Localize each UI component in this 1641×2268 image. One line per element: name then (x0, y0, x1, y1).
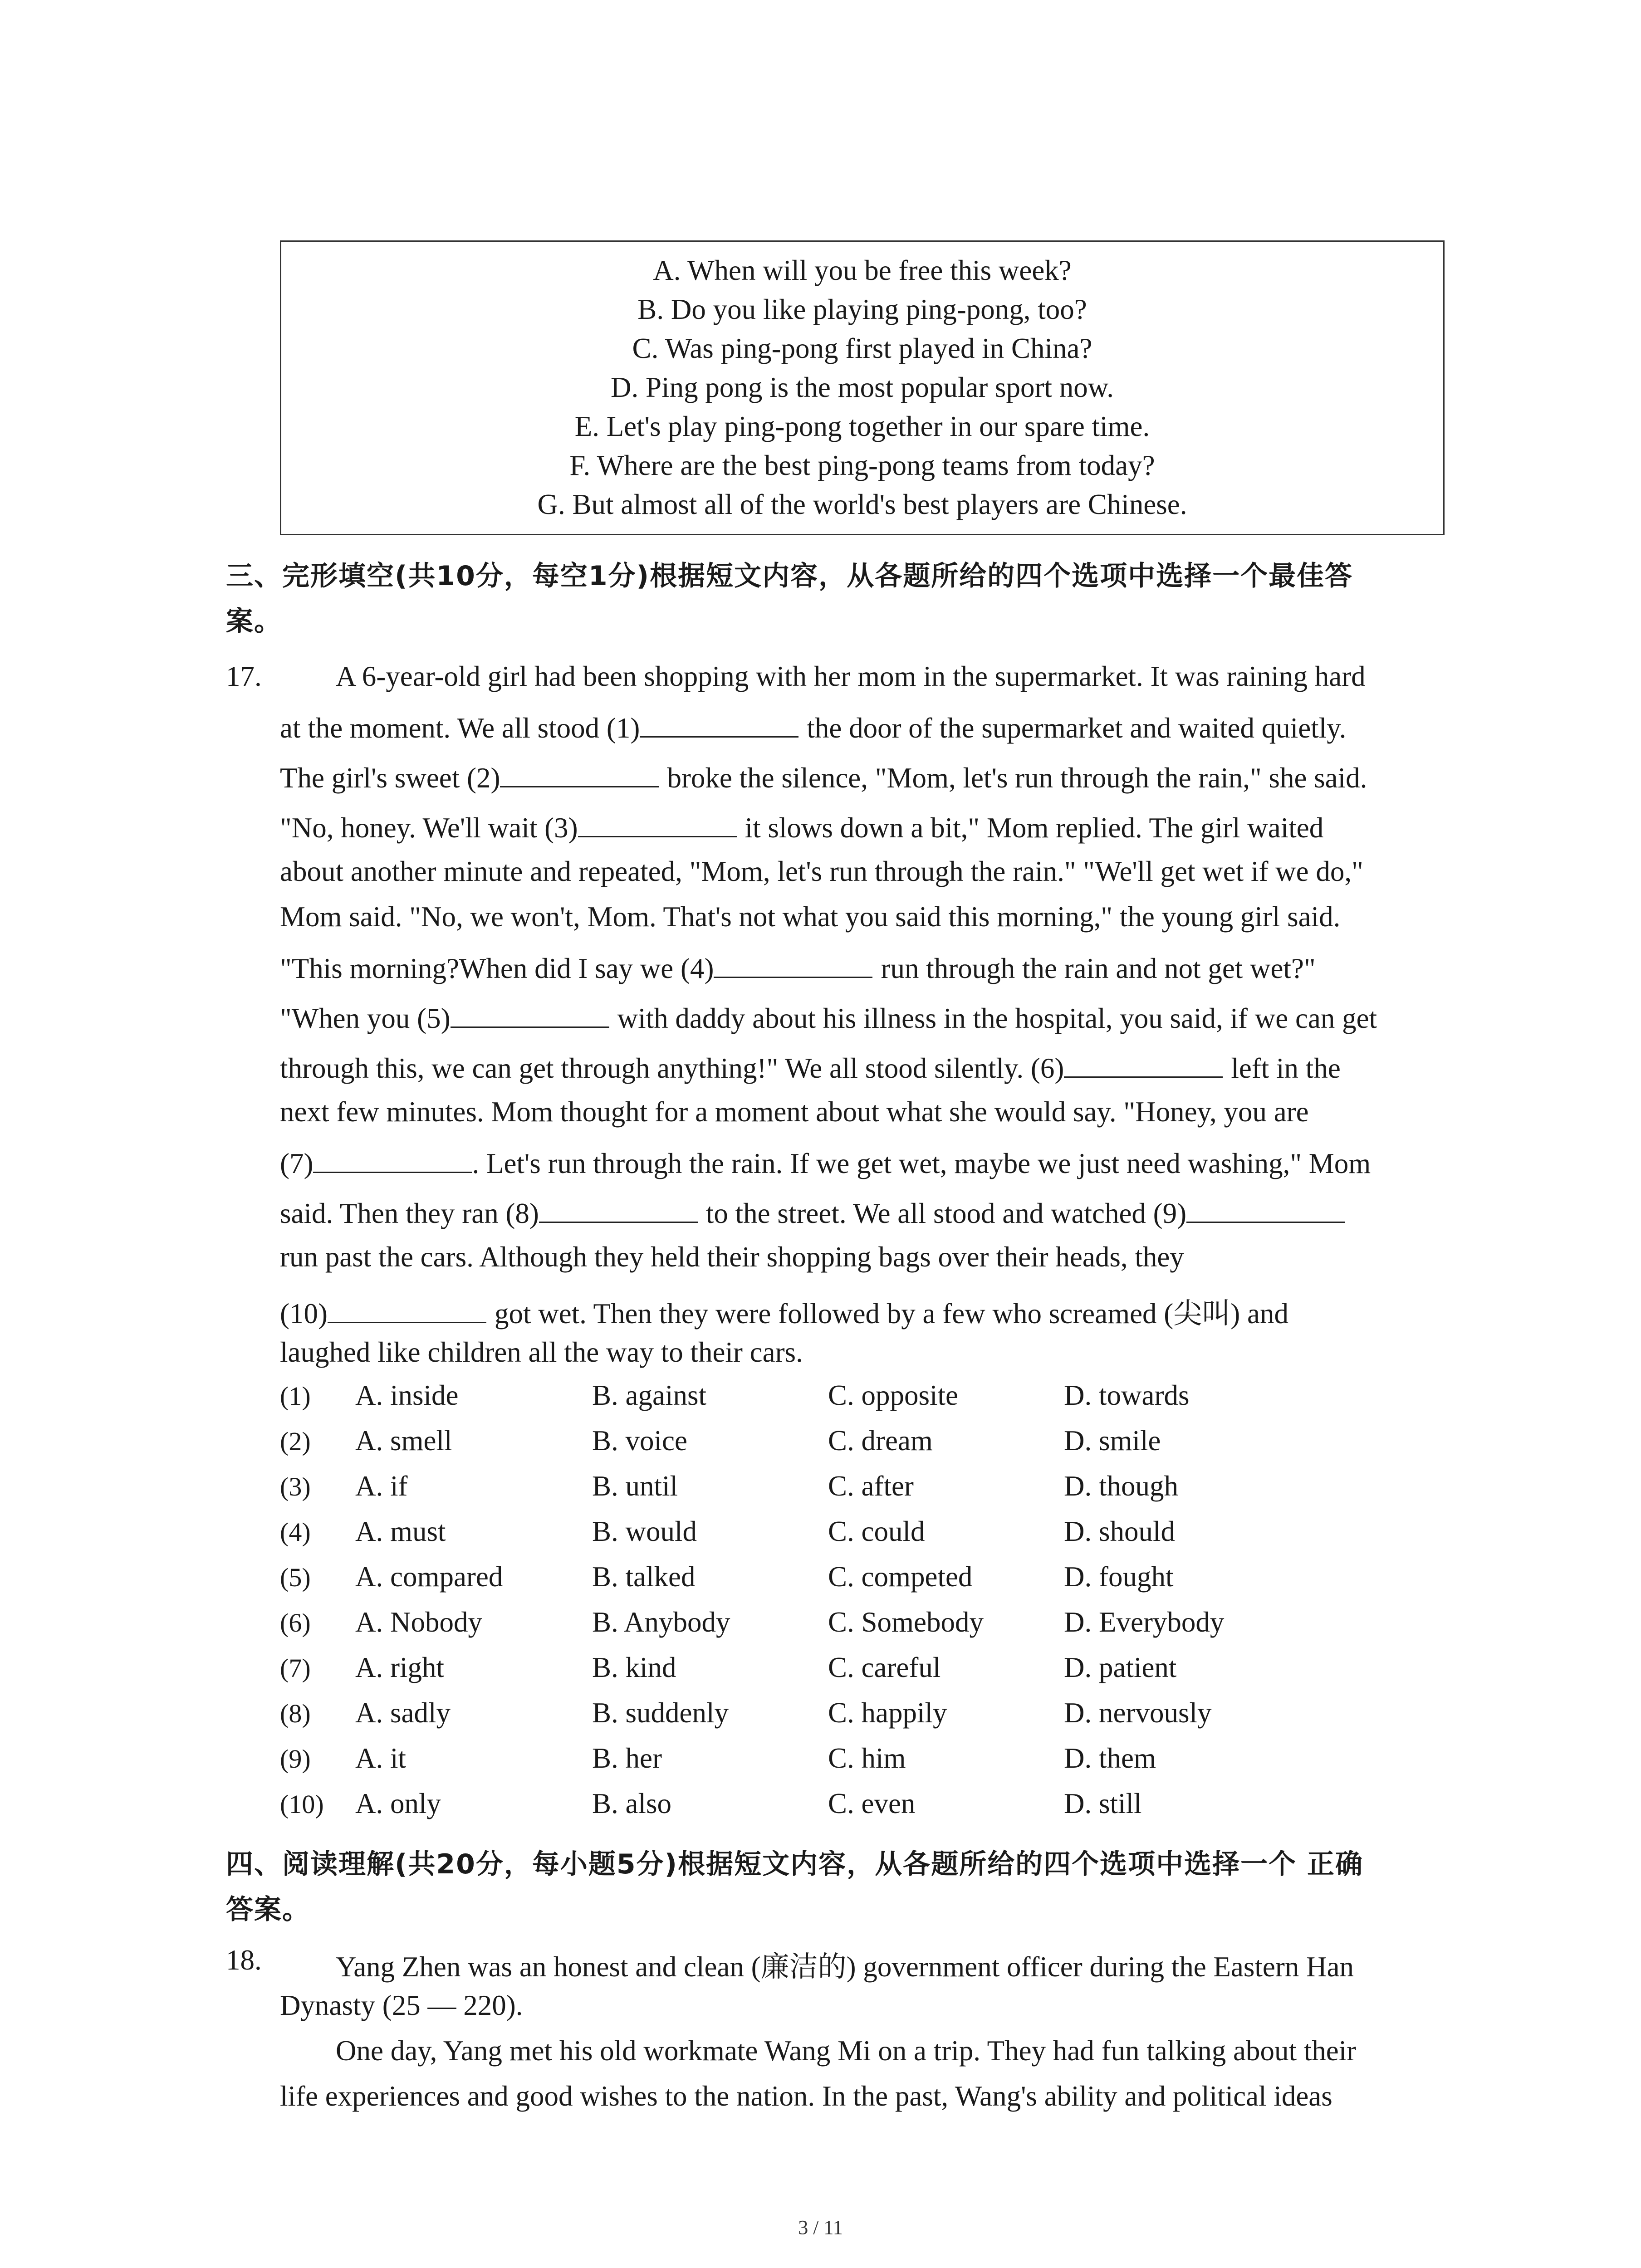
section4-heading-line2: 答案。 (226, 1894, 310, 1926)
passage-line-7: "This morning?When did I say we (4) run through the rain and not get wet?" (280, 950, 1316, 985)
choice-c[interactable]: C. after (828, 1470, 914, 1502)
choice-d[interactable]: D. still (1064, 1788, 1142, 1819)
option-e: E. Let's play ping-pong together in our spare time. (574, 411, 1150, 442)
choice-c[interactable]: C. competed (828, 1561, 973, 1593)
option-number: (10) (280, 1789, 324, 1819)
option-number: (4) (280, 1517, 311, 1547)
choice-a[interactable]: A. right (355, 1652, 444, 1683)
option-c: C. Was ping-pong first played in China? (632, 332, 1092, 364)
passage-line-1: A 6-year-old girl had been shopping with her mom in the supermarket. It was raining hard (336, 660, 1366, 692)
reading-line-4: life experiences and good wishes to the nation. In the past, Wang's ability and political ideas (280, 2080, 1332, 2112)
choice-c[interactable]: C. opposite (828, 1379, 959, 1411)
section3-heading (226, 553, 1451, 644)
choice-d[interactable]: D. smile (1064, 1425, 1161, 1457)
passage-line-5: about another minute and repeated, "Mom, let's run through the rain." "We'll get wet if we do," (280, 855, 1363, 887)
choice-a[interactable]: A. must (355, 1515, 446, 1547)
choice-c[interactable]: C. happily (828, 1697, 947, 1729)
passage-line-4: "No, honey. We'll wait (3) it slows down a bit," Mom replied. The girl waited (280, 810, 1323, 845)
choice-a[interactable]: A. it (355, 1742, 407, 1774)
choice-b[interactable]: B. also (592, 1788, 672, 1819)
choice-b[interactable]: B. until (592, 1470, 678, 1502)
choice-a[interactable]: A. smell (355, 1425, 452, 1457)
choice-c[interactable]: C. Somebody (828, 1606, 984, 1638)
passage-line-9: through this, we can get through anything!" We all stood silently. (6) left in the (280, 1050, 1341, 1085)
option-number: (6) (280, 1608, 311, 1637)
choice-b[interactable]: B. kind (592, 1652, 676, 1683)
choice-a[interactable]: A. compared (355, 1561, 503, 1593)
passage-line-10: next few minutes. Mom thought for a moment about what she would say. "Honey, you are (280, 1096, 1309, 1128)
blank-2[interactable] (500, 760, 659, 787)
page-number: 3 / 11 (798, 2216, 843, 2239)
option-number: (2) (280, 1427, 311, 1456)
question-18-number: 18. (226, 1944, 262, 1976)
blank-3[interactable] (578, 810, 737, 837)
passage-line-14: (10) got wet. Then they were followed by a few who screamed (尖叫) and (280, 1290, 1288, 1332)
passage-line-3: The girl's sweet (2) broke the silence, "Mom, let's run through the rain," she said. (280, 760, 1367, 795)
choice-a[interactable]: A. inside (355, 1379, 459, 1411)
option-number: (8) (280, 1699, 311, 1728)
passage-line-2: at the moment. We all stood (1) the door of the supermarket and waited quietly. (280, 710, 1346, 745)
choice-c[interactable]: C. even (828, 1788, 916, 1819)
option-b: B. Do you like playing ping-pong, too? (637, 293, 1087, 325)
choice-b[interactable]: B. her (592, 1742, 662, 1774)
choice-d[interactable]: D. fought (1064, 1561, 1174, 1593)
option-number: (1) (280, 1381, 311, 1411)
options-box (280, 240, 1445, 535)
choice-c[interactable]: C. dream (828, 1425, 933, 1457)
choice-a[interactable]: A. sadly (355, 1697, 451, 1729)
reading-line-1: Yang Zhen was an honest and clean (廉洁的) government officer during the Eastern Han (336, 1951, 1354, 1983)
blank-6[interactable] (1064, 1050, 1223, 1078)
blank-9[interactable] (1186, 1195, 1345, 1223)
choice-d[interactable]: D. nervously (1064, 1697, 1212, 1729)
passage-line-6: Mom said. "No, we won't, Mom. That's not what you said this morning," the young girl said. (280, 901, 1341, 933)
blank-10[interactable] (328, 1295, 486, 1323)
blank-1[interactable] (640, 710, 798, 738)
section4-heading-line1: 四、阅读理解(共20分，每小题5分)根据短文内容，从各题所给的四个选项中选择一个 正确 (226, 1848, 1363, 1880)
passage-line-11: (7) . Let's run through the rain. If we get wet, maybe we just need washing," Mom (280, 1145, 1371, 1180)
choice-b[interactable]: B. against (592, 1379, 706, 1411)
option-f: F. Where are the best ping-pong teams from today? (569, 450, 1155, 481)
question-17-number: 17. (226, 660, 262, 692)
passage-line-8: "When you (5) with daddy about his illness in the hospital, you said, if we can get (280, 1000, 1377, 1035)
choice-d[interactable]: D. them (1064, 1742, 1156, 1774)
choice-d[interactable]: D. should (1064, 1515, 1176, 1547)
choice-d[interactable]: D. though (1064, 1470, 1178, 1502)
choice-a[interactable]: A. if (355, 1470, 408, 1502)
choice-d[interactable]: D. Everybody (1064, 1606, 1225, 1638)
choice-b[interactable]: B. talked (592, 1561, 696, 1593)
option-number: (7) (280, 1653, 311, 1683)
choice-a[interactable]: A. only (355, 1788, 441, 1819)
option-a: A. When will you be free this week? (653, 254, 1072, 286)
section3-heading-line1: 三、完形填空(共10分，每空1分)根据短文内容，从各题所给的四个选项中选择一个最佳答 (226, 560, 1353, 592)
blank-4[interactable] (714, 950, 872, 978)
option-number: (3) (280, 1472, 311, 1501)
blank-5[interactable] (451, 1000, 609, 1028)
choice-d[interactable]: D. patient (1064, 1652, 1177, 1683)
option-d: D. Ping pong is the most popular sport now. (611, 371, 1114, 403)
blank-8[interactable] (539, 1195, 698, 1223)
choice-b[interactable]: B. suddenly (592, 1697, 729, 1729)
option-g: G. But almost all of the world's best players are Chinese. (537, 489, 1187, 520)
section4-heading (226, 1842, 1451, 1932)
choice-b[interactable]: B. would (592, 1515, 697, 1547)
option-number: (9) (280, 1744, 311, 1774)
choice-c[interactable]: C. could (828, 1515, 925, 1547)
choice-c[interactable]: C. careful (828, 1652, 941, 1683)
choice-b[interactable]: B. Anybody (592, 1606, 730, 1638)
option-number: (5) (280, 1563, 311, 1592)
choice-d[interactable]: D. towards (1064, 1379, 1190, 1411)
choice-b[interactable]: B. voice (592, 1425, 687, 1457)
choice-c[interactable]: C. him (828, 1742, 906, 1774)
reading-line-3: One day, Yang met his old workmate Wang Mi on a trip. They had fun talking about their (336, 2035, 1357, 2067)
passage-line-15: laughed like children all the way to their cars. (280, 1336, 803, 1368)
passage-line-12: said. Then they ran (8) to the street. We all stood and watched (9) (280, 1195, 1345, 1230)
blank-7[interactable] (313, 1145, 472, 1173)
reading-line-2: Dynasty (25 — 220). (280, 1989, 523, 2021)
passage-line-13: run past the cars. Although they held their shopping bags over their heads, they (280, 1241, 1184, 1273)
choice-a[interactable]: A. Nobody (355, 1606, 482, 1638)
section3-heading-line2: 案。 (226, 606, 282, 637)
